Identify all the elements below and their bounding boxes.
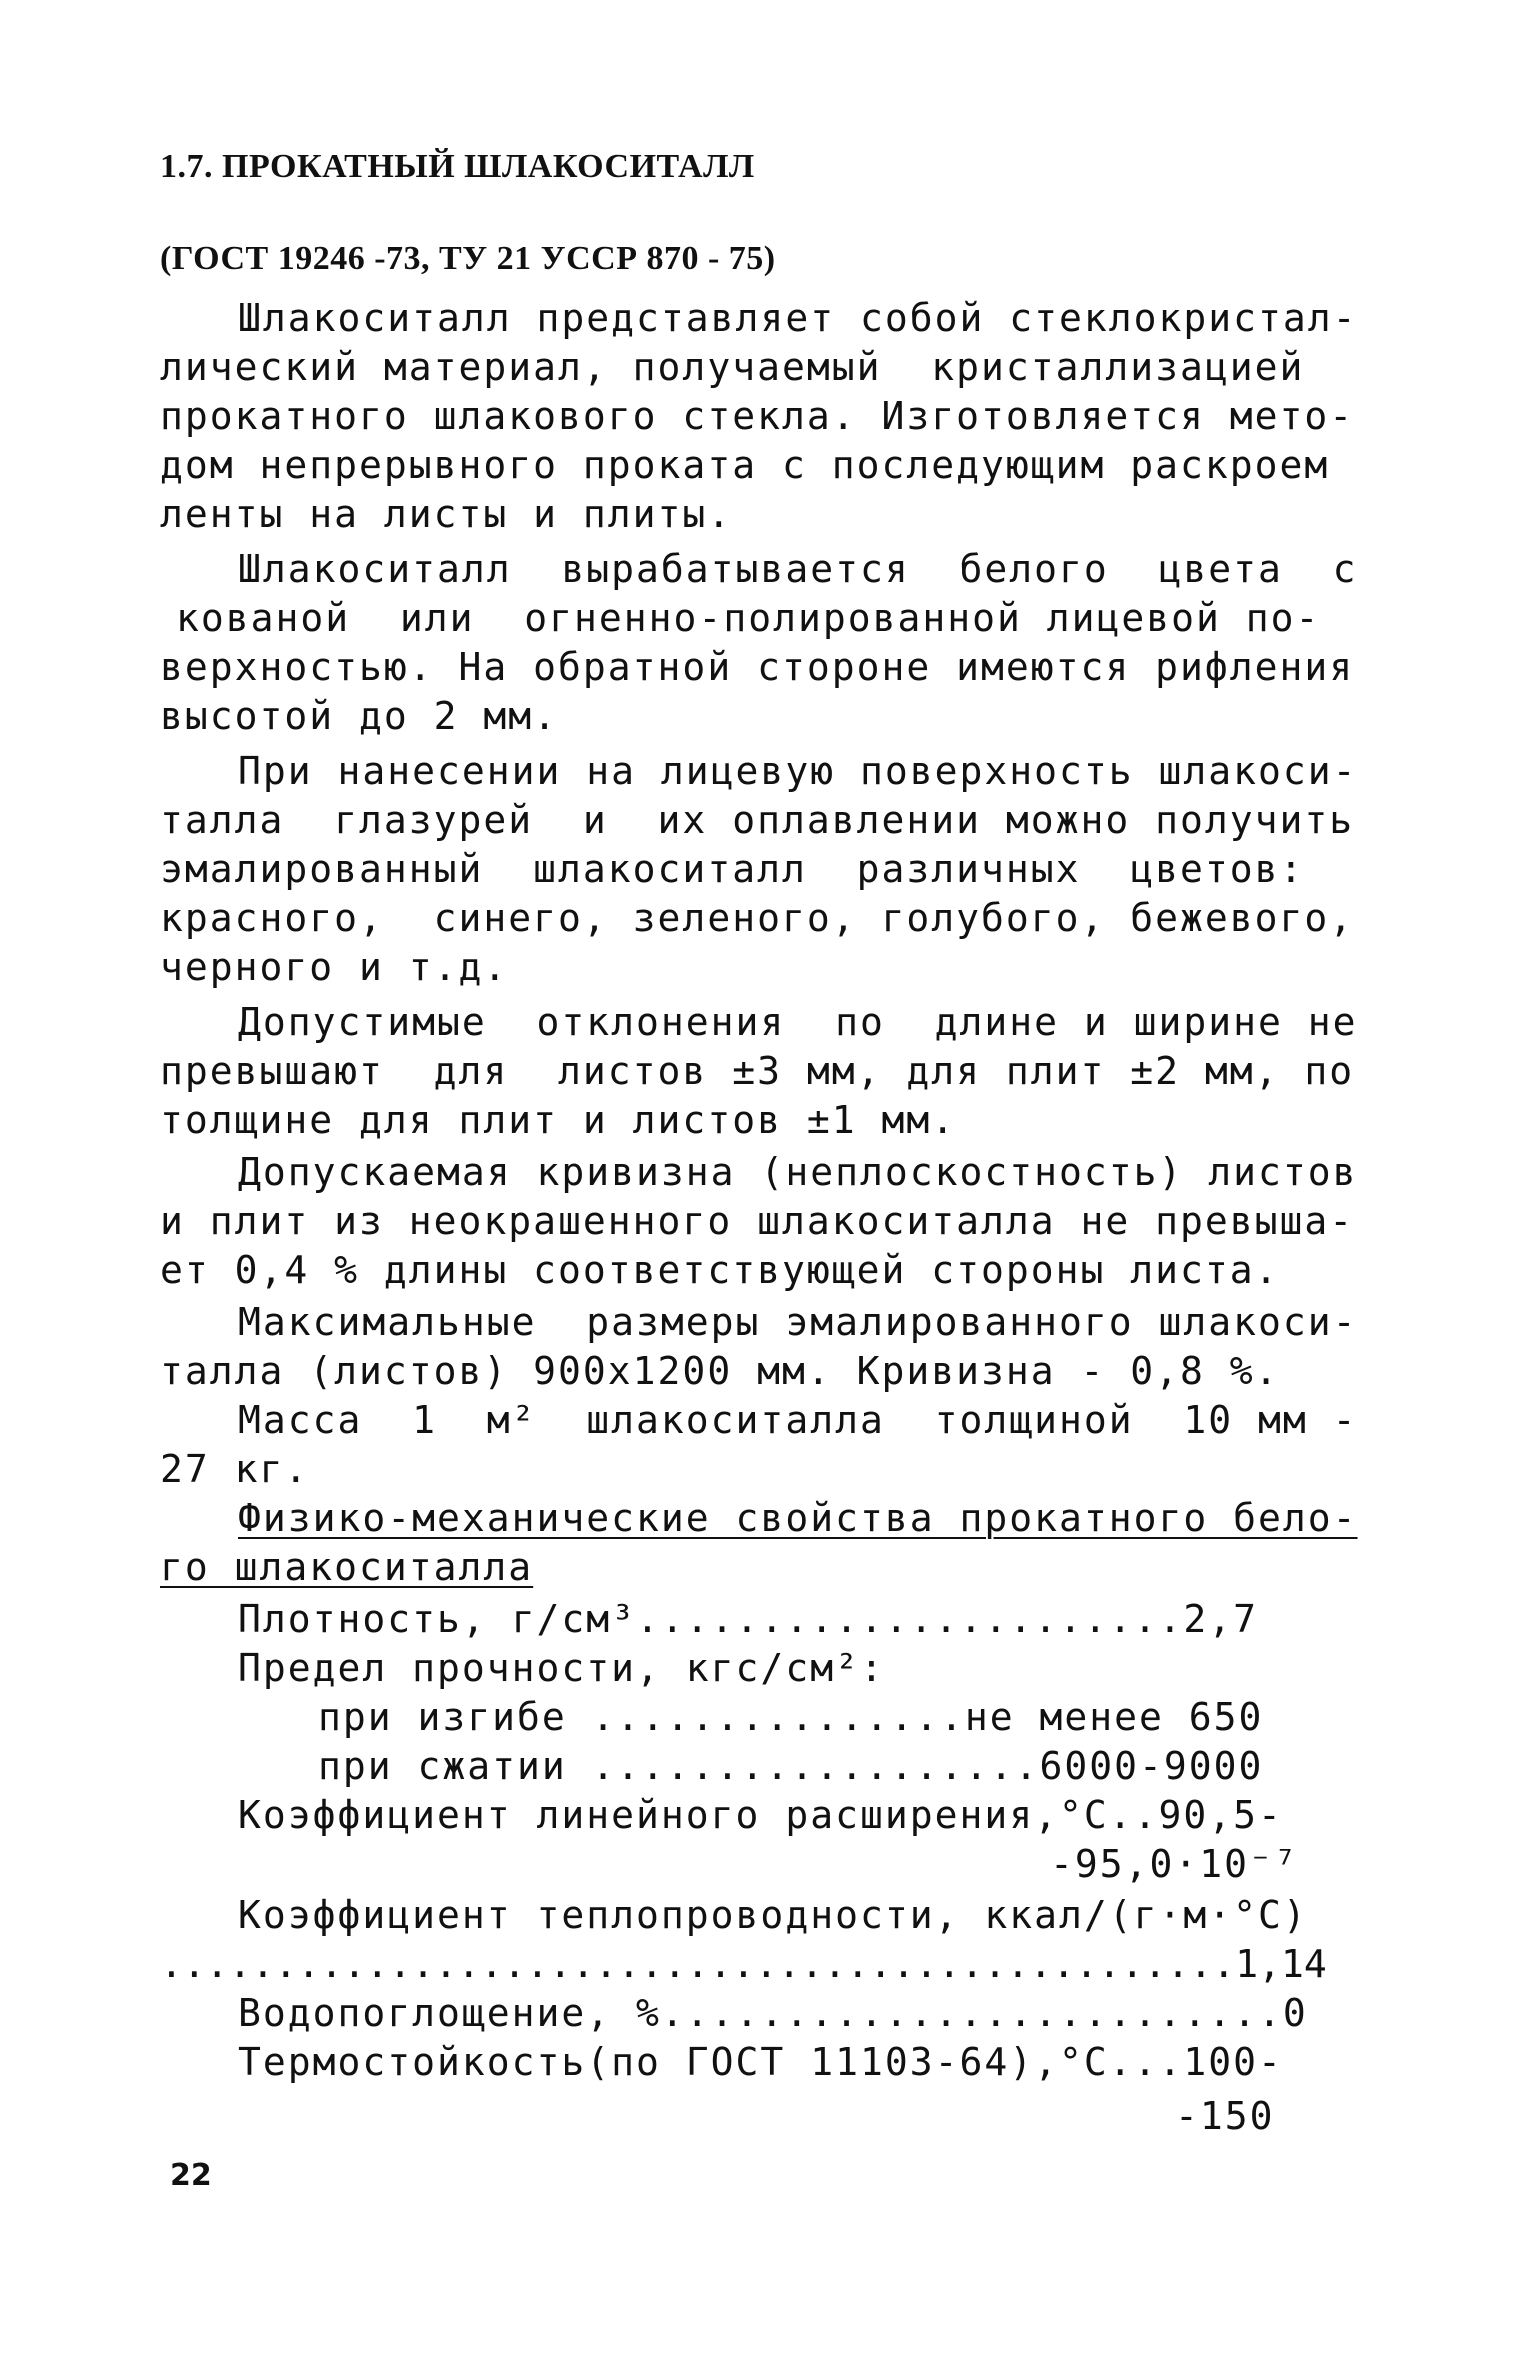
property-water-absorption: Водопоглощение, %.........................0 [238, 1991, 1308, 2035]
section-title: 1.7. ПРОКАТНЫЙ ШЛАКОСИТАЛЛ [160, 148, 755, 185]
property-compression: при сжатии ..................6000-9000 [318, 1744, 1264, 1788]
properties-heading: Физико-механические свойства прокатного бело- [238, 1496, 1358, 1540]
text-line: и плит из неокрашенного шлакоситалла не превыша- [160, 1199, 1355, 1243]
text-line: талла глазурей и их оплавлении можно получить [160, 798, 1355, 842]
text-line: эмалированный шлакоситалл различных цветов: [160, 847, 1305, 891]
text-line: дом непрерывного проката с последующим раскроем [160, 443, 1330, 487]
text-line: Допустимые отклонения по длине и ширине не [238, 1000, 1358, 1044]
text-line: При нанесении на лицевую поверхность шлакоси- [238, 749, 1358, 793]
text-line: толщине для плит и листов ±1 мм. [160, 1098, 957, 1142]
property-conductivity: Коэффициент теплопроводности, ккал/(г·м·°С) [238, 1893, 1308, 1937]
property-bending: при изгибе ...............не менее 650 [318, 1695, 1264, 1739]
text-line: кованой или огненно-полированной лицевой по- [176, 596, 1321, 640]
text-line: Масса 1 м² шлакоситалла толщиной 10 мм - [238, 1398, 1358, 1442]
text-line: талла (листов) 900х1200 мм. Кривизна - 0,8 %. [160, 1349, 1280, 1393]
text-line: Допускаемая кривизна (неплоскостность) листов [238, 1150, 1358, 1194]
text-line: высотой до 2 мм. [160, 694, 559, 738]
text-line: превышают для листов ±3 мм, для плит ±2 мм, по [160, 1049, 1355, 1093]
text-line: красного, синего, зеленого, голубого, бежевого, [160, 896, 1355, 940]
text-line: ленты на листы и плиты. [160, 492, 733, 536]
property-heat-resistance: Термостойкость(по ГОСТ 11103-64),°С...100- [238, 2040, 1283, 2084]
text-line: ет 0,4 % длины соответствующей стороны листа. [160, 1248, 1280, 1292]
section-standards: (ГОСТ 19246 -73, ТУ 21 УССР 870 - 75) [160, 240, 776, 277]
text-line: Максимальные размеры эмалированного шлакоси- [238, 1300, 1358, 1344]
text-line: 27 кг. [160, 1447, 310, 1491]
property-strength: Предел прочности, кгс/см²: [238, 1646, 885, 1690]
property-density: Плотность, г/см³......................2,7 [238, 1597, 1258, 1641]
text-line: черного и т.д. [160, 945, 509, 989]
text-line: Шлакоситалл представляет собой стеклокристал- [238, 296, 1358, 340]
text-line: прокатного шлакового стекла. Изготовляется мето- [160, 394, 1355, 438]
text-line: Шлакоситалл вырабатывается белого цвета с [238, 547, 1358, 591]
properties-heading-cont: го шлакоситалла [160, 1545, 534, 1589]
property-expansion: Коэффициент линейного расширения,°С..90,5- [238, 1793, 1283, 1837]
page-number: 22 [170, 2158, 212, 2193]
property-heat-resistance-cont: -150 [1175, 2094, 1275, 2138]
property-expansion-cont: -95,0·10⁻⁷ [1050, 1842, 1299, 1886]
property-conductivity-value: ...............................................1,14 [160, 1942, 1327, 1986]
text-line: верхностью. На обратной стороне имеются рифления [160, 645, 1355, 689]
text-line: лический материал, получаемый кристаллизацией [160, 345, 1305, 389]
